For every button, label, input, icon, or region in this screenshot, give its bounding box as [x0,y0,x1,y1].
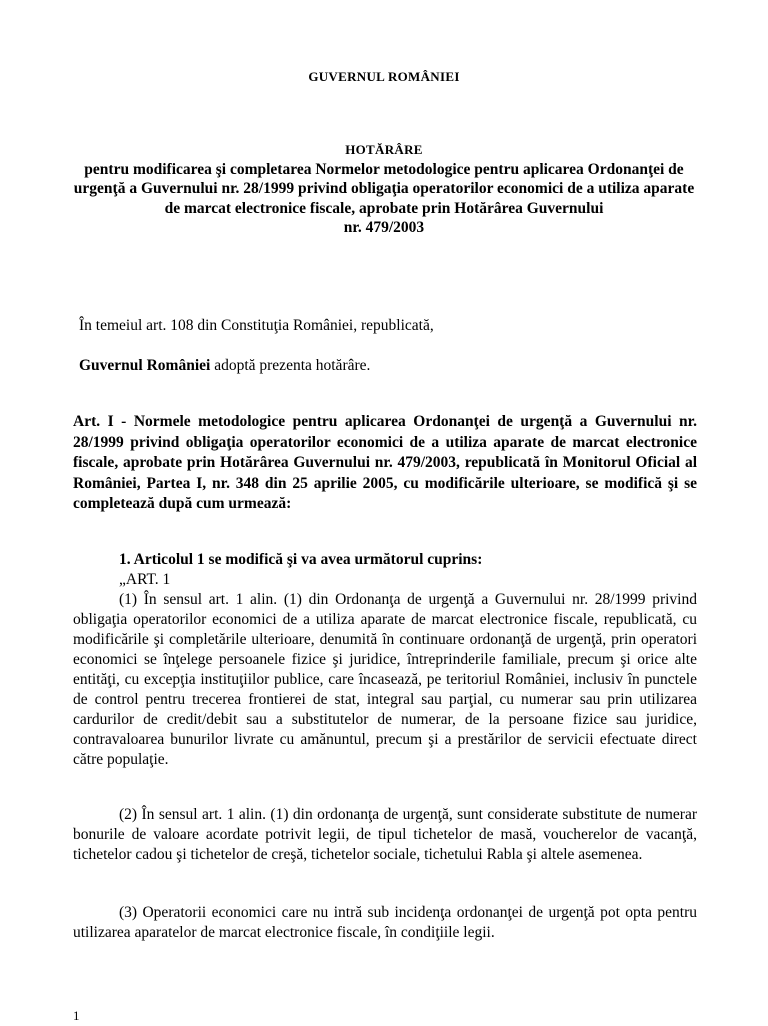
adoption-subject: Guvernul României [79,357,211,374]
article-1-quote-heading: „ART. 1 [119,571,171,588]
alineat-1-paragraph: (1) În sensul art. 1 alin. (1) din Ordonanţa de urgenţă a Guvernului nr. 28/1999 privind obligaţia operatorilor economici de a utiliza aparate de marcat electronice fiscale, republicată, cu modificările şi completările ulterioare, denumită în continuare ordonanţă de urgenţă, prin operatori economici se înţelege persoanele fizice şi juridice, întreprinderile familiale, precum şi orice alte entităţi, cu excepţia instituţiilor publice, care încasează, pe teritoriul României, inclusiv în punctele de control pentru trecerea frontierei de stat, integral sau parţial, cu numerar sau prin utilizarea cardurilor de credit/debit sau a substitutelor de numerar, de la persoane fizice sau juridice, contravaloarea bunurilor livrate cu amănuntul, precum şi a prestărilor de servicii efectuate direct către populaţie. [73,591,697,768]
decision-number: nr. 479/2003 [343,219,425,236]
decision-subject: pentru modificarea şi completarea Normelor metodologice pentru aplicarea Ordonanţei de urgenţă a Guvernului nr. 28/1999 privind obligaţia operatorilor economici de a utiliza aparate de marcat electronice fiscale, aprobate prin Hotărârea Guvernului [73,160,695,217]
document-title-block [70,140,698,238]
page-number: 1 [73,1008,80,1023]
adoption-text: adoptă prezenta hotărâre. [210,357,371,374]
preamble-paragraph: În temeiul art. 108 din Constituţia României, republicată, [79,317,434,334]
article-I-paragraph: Art. I - Normele metodologice pentru aplicarea Ordonanţei de urgenţă a Guvernului nr. 28/1999 privind obligaţia operatorilor economici de a utiliza aparate de marcat electronice fiscale, aprobate prin Hotărârea Guvernului nr. 479/2003, republicată în Monitorul Oficial al României, Partea I, nr. 348 din 25 aprilie 2005, cu modificările ulterioare, se modifică şi se completează după cum urmează: [73,413,697,512]
adoption-paragraph [79,356,699,376]
alineat-2-paragraph: (2) În sensul art. 1 alin. (1) din ordonanţa de urgenţă, sunt considerate substitute de numerar bonurile de valoare acordate potrivit legii, de tipul tichetelor de masă, voucherelor de vacanţă, tichetelor cadou şi tichetelor de creşă, tichetelor sociale, tichetului Rabla şi altele asemenea. [73,806,697,863]
point-1-heading: 1. Articolul 1 se modifică şi va avea următorul cuprins: [119,551,483,568]
alineat-3-paragraph: (3) Operatorii economici care nu intră sub incidenţa ordonanţei de urgenţă pot opta pentru utilizarea aparatelor de marcat electronice fiscale, în condiţiile legii. [73,904,697,941]
government-header: GUVERNUL ROMÂNIEI [308,69,460,84]
decision-type-heading: HOTĂRÂRE [345,142,423,157]
